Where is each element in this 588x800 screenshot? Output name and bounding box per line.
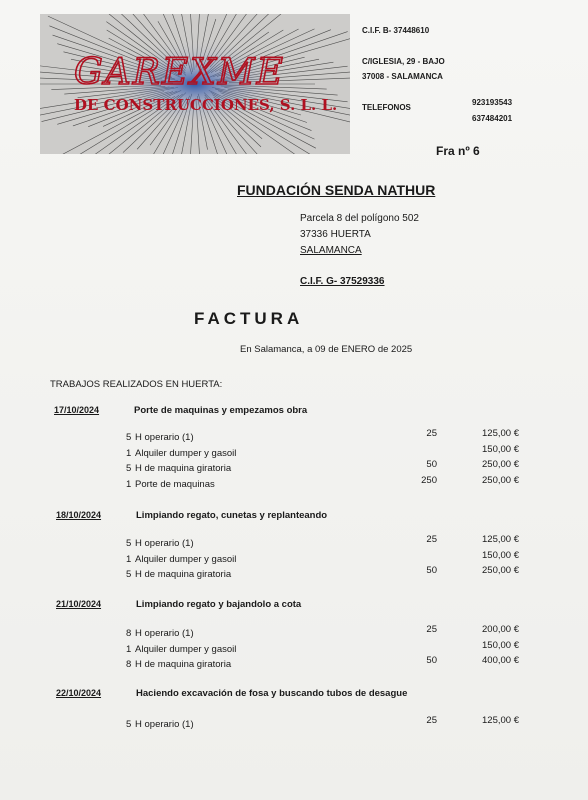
item-description: Alquiler dumper y gasoil [135, 644, 237, 655]
item-qty: 1 [126, 554, 132, 565]
item-total: 250,00 € [482, 565, 519, 576]
item-total: 400,00 € [482, 655, 519, 666]
entry-date: 21/10/2024 [56, 599, 102, 609]
item-qty: 5 [126, 463, 132, 474]
item-qty: 1 [126, 644, 132, 655]
item-unit-price: 25 [426, 428, 437, 439]
section-heading: TRABAJOS REALIZADOS EN HUERTA: [50, 379, 223, 390]
item-description: Alquiler dumper y gasoil [135, 554, 237, 565]
item-unit-price: 50 [426, 565, 437, 576]
item-qty: 5 [126, 432, 132, 443]
item-description: H de maquina giratoria [135, 659, 232, 670]
item-qty: 5 [126, 719, 132, 730]
item-description: H de maquina giratoria [135, 463, 232, 474]
entry-description: Haciendo excavación de fosa y buscando tubos de desague [136, 688, 408, 699]
item-description: Porte de maquinas [135, 479, 215, 490]
item-unit-price: 25 [426, 534, 437, 545]
client-address-line1: Parcela 8 del polígono 502 [300, 213, 419, 224]
item-qty: 5 [126, 538, 132, 549]
item-qty: 1 [126, 479, 132, 490]
item-total: 150,00 € [482, 444, 519, 455]
item-unit-price: 250 [421, 475, 437, 486]
company-logo [40, 14, 350, 154]
logo-subtitle: DE CONSTRUCCIONES, S. L. L. [74, 96, 338, 114]
item-total: 150,00 € [482, 550, 519, 561]
company-phone-2: 637484201 [472, 114, 513, 123]
item-qty: 5 [126, 569, 132, 580]
entry-date: 18/10/2024 [56, 510, 102, 520]
item-total: 250,00 € [482, 475, 519, 486]
entry-date: 22/10/2024 [56, 688, 102, 698]
item-qty: 8 [126, 628, 132, 639]
item-unit-price: 50 [426, 655, 437, 666]
entry-description: Limpiando regato y bajandolo a cota [136, 599, 302, 610]
item-description: H operario (1) [135, 538, 194, 549]
entry-description: Limpiando regato, cunetas y replanteando [136, 510, 328, 521]
item-description: H operario (1) [135, 719, 194, 730]
item-description: H operario (1) [135, 432, 194, 443]
item-total: 125,00 € [482, 534, 519, 545]
invoice-place-date: En Salamanca, a 09 de ENERO de 2025 [240, 344, 413, 355]
item-unit-price: 25 [426, 624, 437, 635]
item-unit-price: 50 [426, 459, 437, 470]
item-description: H operario (1) [135, 628, 194, 639]
company-phones-label: TELEFONOS [362, 103, 411, 112]
entry-date: 17/10/2024 [54, 405, 100, 415]
item-total: 125,00 € [482, 715, 519, 726]
company-address-line2: 37008 - SALAMANCA [362, 72, 443, 81]
client-address-line2: 37336 HUERTA [300, 229, 371, 240]
item-total: 125,00 € [482, 428, 519, 439]
client-cif: C.I.F. G- 37529336 [300, 276, 385, 287]
item-total: 150,00 € [482, 640, 519, 651]
invoice-title: FACTURA [194, 309, 304, 328]
client-address-line3: SALAMANCA [300, 245, 362, 256]
company-address-line1: C/IGLESIA, 29 - BAJO [362, 57, 445, 66]
client-name: FUNDACIÓN SENDA NATHUR [237, 182, 436, 198]
company-phone-1: 923193543 [472, 98, 513, 107]
item-qty: 8 [126, 659, 132, 670]
item-qty: 1 [126, 448, 132, 459]
company-cif: C.I.F. B- 37448610 [362, 26, 430, 35]
invoice-number: Fra nº 6 [436, 144, 480, 158]
item-description: H de maquina giratoria [135, 569, 232, 580]
item-total: 250,00 € [482, 459, 519, 470]
item-unit-price: 25 [426, 715, 437, 726]
item-description: Alquiler dumper y gasoil [135, 448, 237, 459]
item-total: 200,00 € [482, 624, 519, 635]
logo-name: GAREXME [74, 52, 285, 93]
entry-description: Porte de maquinas y empezamos obra [134, 405, 308, 416]
